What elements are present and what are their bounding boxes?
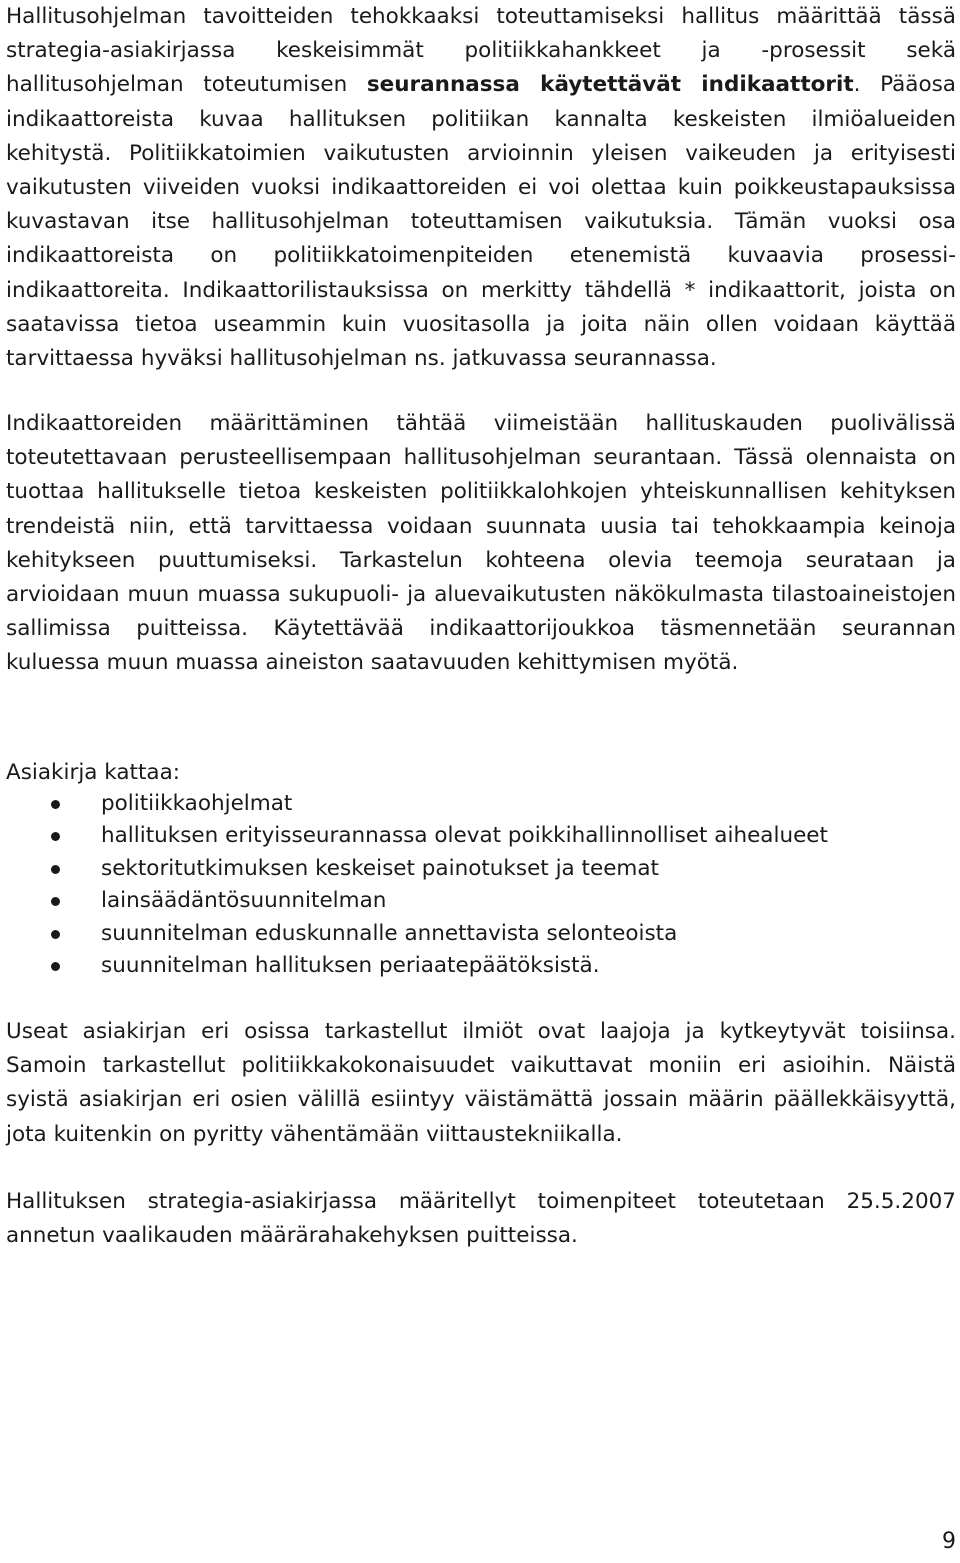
paragraph-monitoring: Indikaattoreiden määrittäminen tähtää viimeistään hallituskauden puolivälissä toteutettavaan perusteellisempaan hallitusohjelman seurantaan. Tässä olennaista on tuottaa hallitukselle tietoa keskeisten politiikkalohkojen yhteiskunnallisen kehityksen trendeistä niin, että tarvittaessa voidaan suunnata uusia tai tehokkaampia keinoja kehitykseen puuttumiseksi. Tarkastelun kohteena olevia teemoja seurataan ja arvioidaan muun muassa sukupuoli- ja aluevaikutusten näkökulmasta tilastoaineistojen sallimissa puitteissa. Käytettävää indikaattorijoukkoa täsmennetään seurannan kuluessa muun muassa aineiston saatavuuden kehittymisen myötä. (6, 411, 956, 676)
bullet-icon (51, 897, 60, 906)
paragraph-budget: Hallituksen strategia-asiakirjassa määritellyt toimenpiteet toteutetaan 25.5.2007 annetun vaalikauden määrärahakehyksen puitteissa. (6, 1189, 956, 1249)
emphasis-indicators: seurannassa käytettävät indikaattorit (366, 72, 854, 98)
list-item (0, 788, 960, 820)
page-number: 9 (942, 1529, 956, 1554)
paragraph-indicators-text-end: . Pääosa indikaattoreista kuvaa hallituksen politiikan kannalta keskeisten ilmiöalueiden kehitystä. Politiikkatoimien vaikutusten arvioinnin yleisen vaikeuden ja erityisesti vaikutusten viiveiden vuoksi indikaattoreiden ei voi olettaa kuin poikkeustapauksissa kuvastavan itse hallitusohjelman toteuttamisen vaikutuksia. Tämän vuoksi osa indikaattoreista on politiikkatoimenpiteiden etenemistä kuvaavia prosessi-indikaattoreita. Indikaattorilistauksissa on merkitty tähdellä * indikaattorit, joista on saatavissa tietoa useammin kuin vuositasolla ja joita näin ollen voidaan käyttää tarvittaessa hyväksi hallitusohjelman ns. jatkuvassa seurannassa. (6, 72, 956, 372)
bullet-icon (51, 800, 60, 809)
paragraph-overlap: Useat asiakirjan eri osissa tarkastellut ilmiöt ovat laajoja ja kytkeytyvät toisiinsa. Samoin tarkastellut politiikkakokonaisuudet vaikuttavat moniin eri asioihin. Näistä syistä asiakirjan eri osien välillä esiintyy väistämättä jossain määrin päällekkäisyyttä, jota kuitenkin on pyritty vähentämään viittaustekniikalla. (6, 1019, 956, 1147)
bullet-icon (51, 962, 60, 971)
list-item-text: lainsäädäntösuunnitelman (101, 888, 387, 914)
list-item-text: suunnitelman eduskunnalle annettavista selonteoista (101, 920, 678, 946)
list-lead: Asiakirja kattaa: (6, 760, 181, 785)
bullet-icon (51, 865, 60, 874)
list-item (0, 820, 960, 852)
list-item-text: sektoritutkimuksen keskeiset painotukset ja teemat (101, 855, 659, 881)
list-item (0, 885, 960, 917)
list-item (0, 853, 960, 885)
list-item-text: politiikkaohjelmat (101, 791, 293, 816)
bullet-icon (51, 832, 60, 841)
list-item (0, 950, 960, 982)
paragraph-indicators-text-start: Hallitusohjelman tavoitteiden tehokkaaksi toteuttamiseksi hallitus määrittää tässä strategia-asiakirjassa keskeisimmät politiikkahankkeet ja -prosessit sekä hallitusohjelman toteutumisen (6, 4, 956, 98)
paragraph-indicators (6, 0, 956, 376)
list-item-text: hallituksen erityisseurannassa olevat poikkihallinnolliset aihealueet (101, 823, 828, 849)
list-item (0, 918, 960, 950)
coverage-list (0, 788, 960, 982)
bullet-icon (51, 930, 60, 939)
list-item-text: suunnitelman hallituksen periaatepäätöksistä. (101, 952, 600, 978)
